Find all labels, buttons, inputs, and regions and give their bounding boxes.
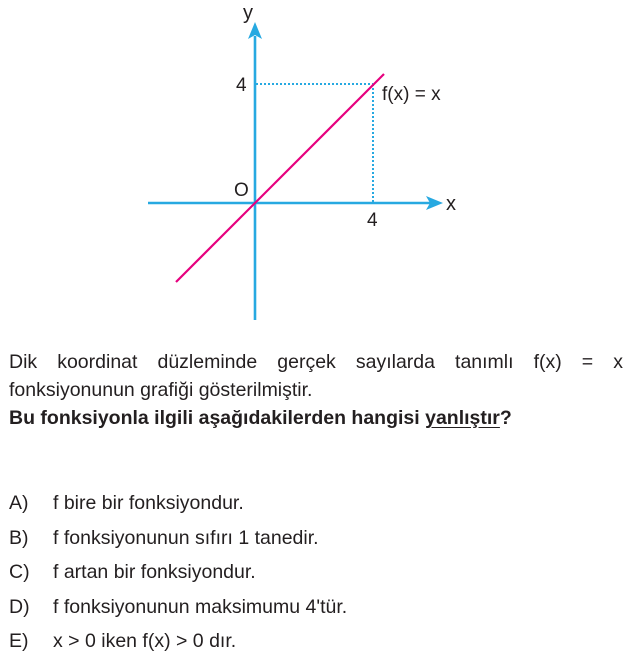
answer-options xyxy=(9,486,347,659)
option-letter: B) xyxy=(9,526,29,549)
option-letter: C) xyxy=(9,561,30,583)
origin-label: O xyxy=(234,180,249,201)
function-label: f(x) = x xyxy=(382,84,441,105)
y-tick-label: 4 xyxy=(236,75,247,96)
option-c[interactable] xyxy=(9,555,347,590)
question-prompt-suffix: ? xyxy=(499,407,512,429)
option-letter: A) xyxy=(9,492,29,514)
option-letter: E) xyxy=(9,630,29,652)
x-axis-label: x xyxy=(446,193,456,215)
option-text: f fonksiyonunun maksimumu 4'tür. xyxy=(53,595,348,618)
y-axis-label: y xyxy=(243,2,253,24)
x-tick-label: 4 xyxy=(367,210,378,231)
option-e[interactable] xyxy=(9,624,347,659)
option-text: f bire bir fonksiyondur. xyxy=(53,492,244,514)
question-line-1: Dik koordinat düzleminde gerçek sayılarda tanımlı f(x) = x xyxy=(9,351,623,373)
option-b[interactable] xyxy=(9,521,347,556)
question-prompt-keyword: yanlıştır xyxy=(425,407,500,429)
question-text xyxy=(9,348,623,432)
option-text: f artan bir fonksiyondur. xyxy=(53,561,256,583)
question-prompt-prefix: Bu fonksiyonla ilgili aşağıdakilerden hangisi xyxy=(9,407,426,429)
option-d[interactable] xyxy=(9,590,347,625)
function-line xyxy=(176,74,384,282)
question-prompt xyxy=(9,404,623,432)
option-text: x > 0 iken f(x) > 0 dır. xyxy=(53,630,237,652)
question-line-2: fonksiyonunun grafiği gösterilmiştir. xyxy=(9,379,313,401)
option-text: f fonksiyonunun sıfırı 1 tanedir. xyxy=(53,526,319,549)
option-a[interactable] xyxy=(9,486,347,521)
option-letter: D) xyxy=(9,595,30,618)
